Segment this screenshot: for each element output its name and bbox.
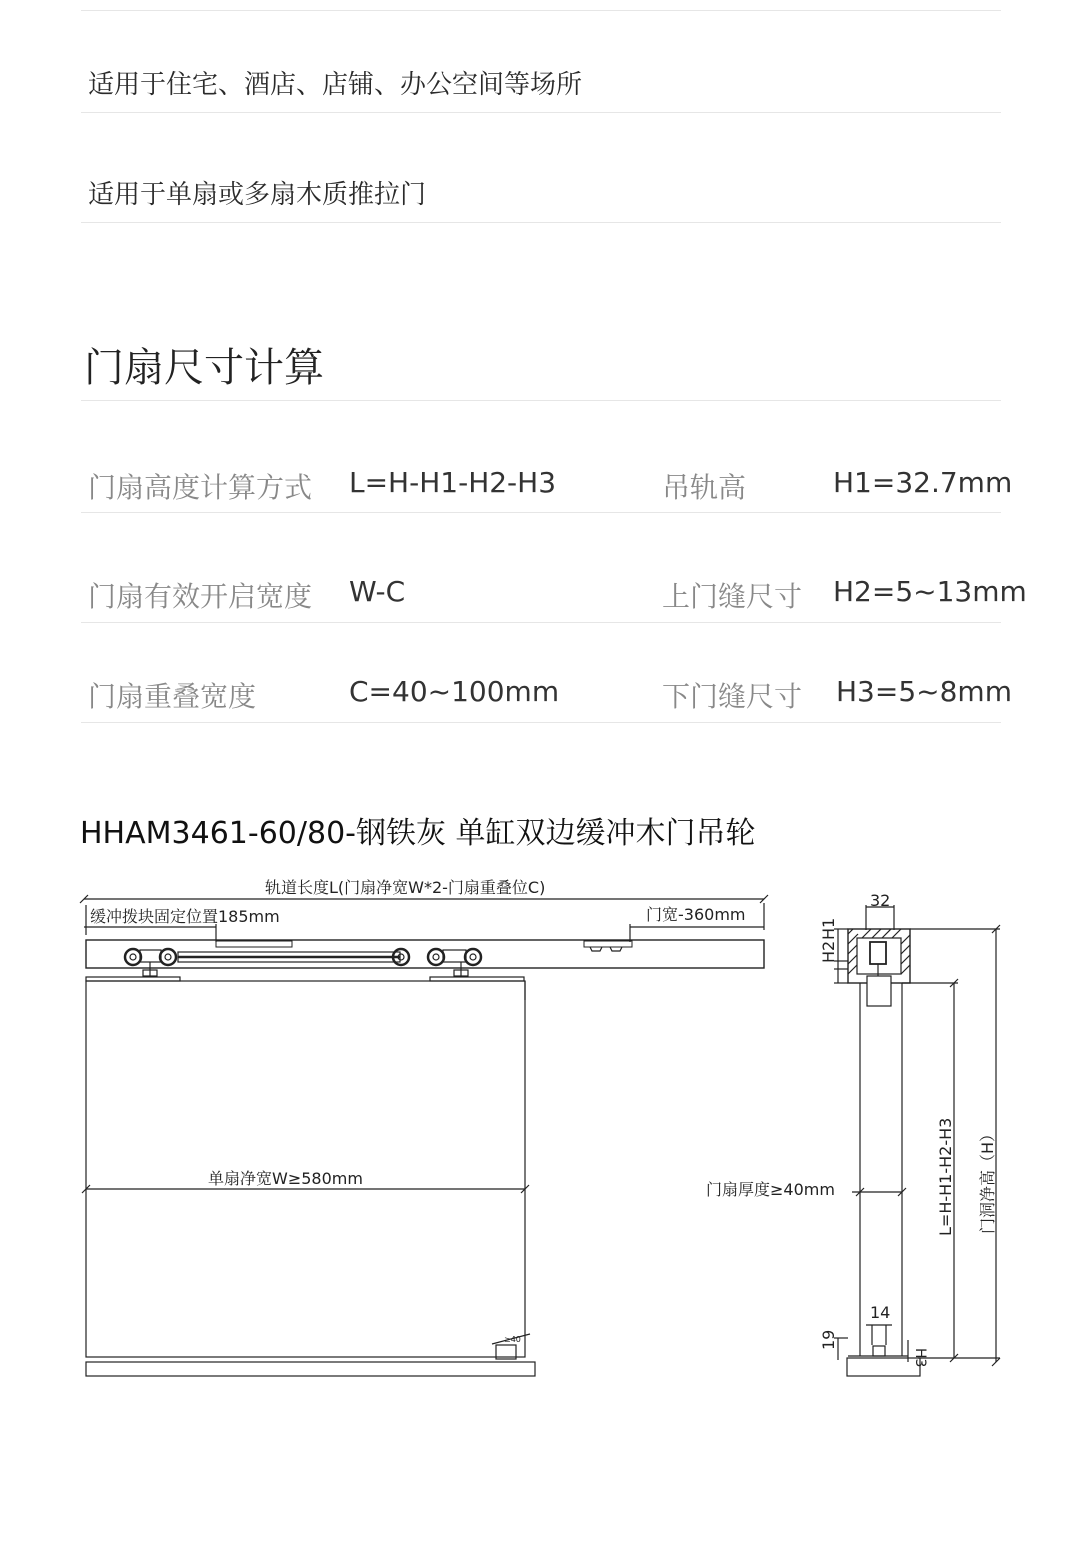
divider — [81, 400, 1001, 401]
divider — [81, 112, 1001, 113]
divider — [81, 222, 1001, 223]
leaf-width-label: 单扇净宽W≥580mm — [208, 1169, 363, 1188]
divider — [81, 512, 1001, 513]
dim-h3-label: H3 — [912, 1348, 928, 1368]
divider — [81, 722, 1001, 723]
technical-drawing — [0, 860, 1080, 1400]
buffer-position-label: 缓冲拨块固定位置185mm — [90, 907, 280, 926]
leaf-height-label: L=H-H1-H2-H3 — [936, 1117, 955, 1236]
spec-label: 门扇有效开启宽度 — [88, 580, 313, 613]
dim-14-label: 14 — [870, 1303, 891, 1322]
dim-32-label: 32 — [870, 891, 891, 910]
divider — [81, 622, 1001, 623]
track-length-label: 轨道长度L(门扇净宽W*2-门扇重叠位C) — [265, 878, 546, 897]
spec-label: 下门缝尺寸 — [662, 680, 803, 713]
dim-h2-label: H2 — [819, 940, 838, 963]
spec-label: 吊轨高 — [662, 471, 747, 504]
spec-label: 门扇重叠宽度 — [88, 680, 257, 713]
opening-height-label: 门洞净高（H） — [978, 1125, 997, 1234]
spec-value: H1=32.7mm — [833, 466, 1013, 499]
spec-label: 门扇高度计算方式 — [88, 471, 313, 504]
gt40-label: ≥40 — [504, 1335, 521, 1344]
door-width-label: 门宽-360mm — [646, 905, 746, 924]
model-title: HHAM3461-60/80-钢铁灰 单缸双边缓冲木门吊轮 — [80, 816, 756, 851]
section-title: 门扇尺寸计算 — [84, 345, 324, 391]
spec-label: 上门缝尺寸 — [662, 580, 803, 613]
spec-value: H2=5~13mm — [833, 575, 1027, 608]
spec-value: L=H-H1-H2-H3 — [349, 466, 557, 499]
spec-value: H3=5~8mm — [836, 675, 1012, 708]
leaf-thickness-label: 门扇厚度≥40mm — [706, 1180, 835, 1199]
feature-item: 适用于单扇或多扇木质推拉门 — [88, 180, 427, 210]
feature-item: 适用于住宅、酒店、店铺、办公空间等场所 — [88, 70, 583, 100]
dim-h1-label: H1 — [819, 917, 838, 940]
divider — [81, 10, 1001, 11]
spec-value: C=40~100mm — [349, 675, 560, 708]
dim-19-label: 19 — [819, 1329, 838, 1350]
spec-value: W-C — [349, 575, 406, 608]
